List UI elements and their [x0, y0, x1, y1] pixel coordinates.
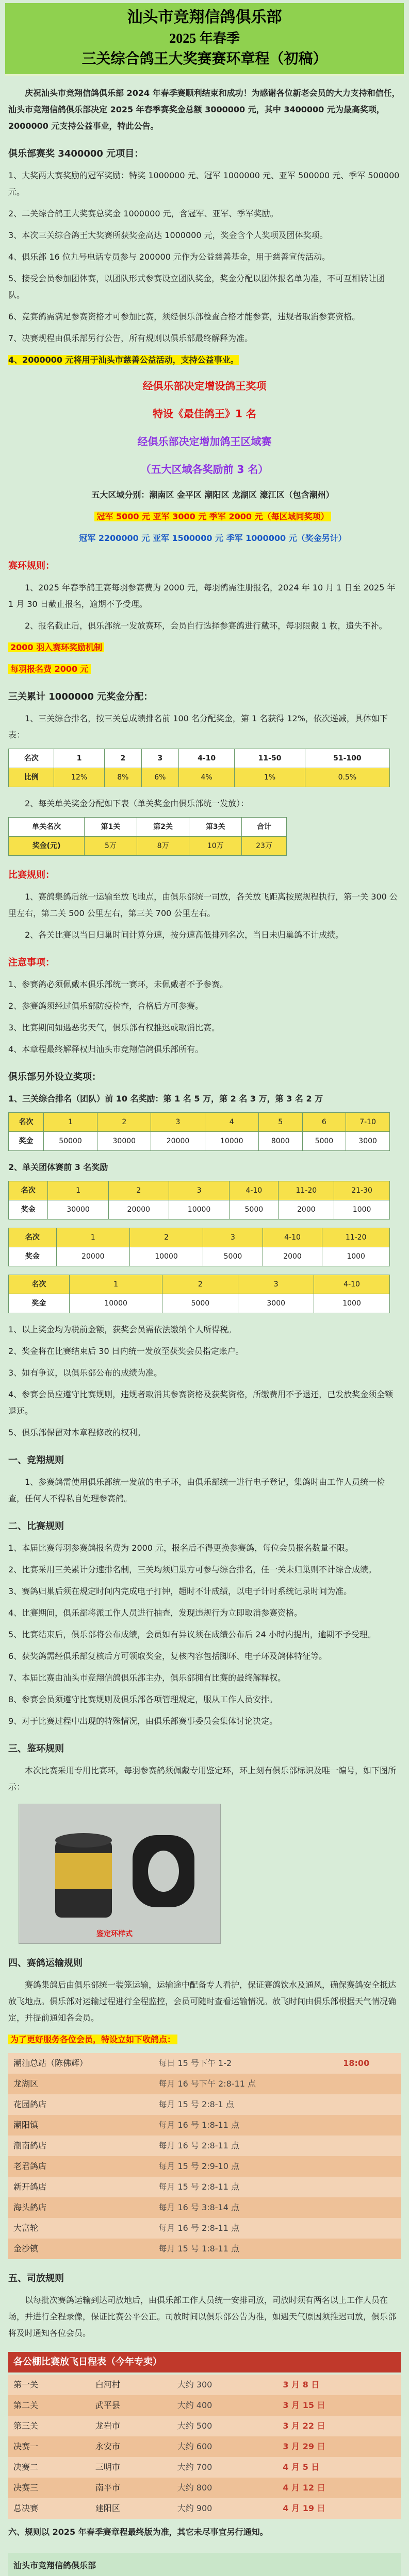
section-4-highlight: 为了更好服务各位会员，特设立如下收鸽点：: [8, 2035, 177, 2044]
table-row: [8, 2136, 401, 2156]
table-cell: 5: [258, 1113, 302, 1132]
table-row: [9, 1181, 390, 1200]
table-row: [8, 2436, 401, 2457]
table-cell: 大约 300: [172, 2375, 278, 2395]
table-cell: 每日 15 号下午 1-2: [153, 2053, 338, 2074]
award-item: 2、二关综合鸽王大奖赛总奖金 1000000 元，含冠军、亚军、季军奖励。: [8, 209, 279, 218]
table-cell: 21-30: [334, 1181, 390, 1200]
table-cell: 龙岩市: [90, 2416, 172, 2436]
table-row: [8, 2197, 401, 2218]
table-cell: 2: [108, 1181, 169, 1200]
table-cell: 潮汕总站（陈佛辉）: [8, 2053, 153, 2074]
table-row: [9, 1275, 390, 1294]
table-row: [9, 837, 287, 856]
table-cell: 20000: [108, 1200, 169, 1219]
table-row: [9, 1113, 390, 1132]
section-2-item: 1、本届比赛每羽参赛鸽报名费为 2000 元，报名后不得更换参赛鸽，每位会员报名数量不限。: [8, 1543, 354, 1553]
table-cell: 每月 15 号 2:8-1 点: [153, 2094, 338, 2115]
table-row: [8, 2177, 401, 2197]
table-cell: 决赛三: [8, 2478, 90, 2498]
region-prizes: [8, 509, 401, 525]
table-cell: 12%: [54, 768, 104, 787]
table-cell: 名次: [9, 1275, 70, 1294]
table-cell: 10000: [205, 1132, 258, 1151]
award-item: 7、决赛规程由俱乐部另行公告，所有规则以俱乐部最终解释为准。: [8, 333, 253, 343]
table-cell: 潮阳镇: [8, 2115, 153, 2136]
note-item: 3、比赛期间如遇恶劣天气，俱乐部有权推迟或取消比赛。: [8, 1023, 220, 1032]
table-cell: 3 月 22 日: [277, 2416, 401, 2436]
section-4-title: 四、赛鸽运输规则: [8, 1958, 83, 1969]
table-cell: 11-50: [235, 749, 305, 768]
table-cell: 大约 800: [172, 2478, 278, 2498]
banner-region: 经俱乐部决定增加鸽王区域赛: [137, 435, 272, 448]
prize-table-5: [8, 1228, 390, 1266]
table-cell: 新开鸽店: [8, 2177, 153, 2197]
photo-caption: 鉴定环样式: [96, 1930, 133, 1938]
reg-text: 1、2025 年春季鸽王赛每羽参赛费为 2000 元，每羽鸽需注册报名，2024 年 10 月 1 日至 2025 年 1 月 30 日截止报名，逾期不予受理。: [8, 583, 396, 609]
banner-add-award: 经俱乐部决定增设鸽王奖项: [142, 380, 267, 392]
note-item: 1、参赛鸽必须佩戴本俱乐部统一赛环，未佩戴者不予参赛。: [8, 979, 228, 989]
rules-text: 1、赛鸽集鸽后统一运输至放飞地点，由俱乐部统一司放，各关放飞距离按照规程执行，第一关 300 公里左右，第二关 500 公里左右，第三关 700 公里左右。: [8, 892, 398, 918]
table-cell: 4: [205, 1113, 258, 1132]
prize-rule: 3、如有争议，以俱乐部公布的成绩为准。: [8, 1368, 162, 1378]
table-row: [8, 2478, 401, 2498]
table-cell: 每月 16 号 3:8-14 点: [153, 2197, 338, 2218]
table-cell: 6%: [141, 768, 178, 787]
table-cell: 3 月 15 日: [277, 2395, 401, 2416]
ring-illustration: [19, 1804, 220, 1943]
table-cell: 4%: [178, 768, 235, 787]
table-cell: 1: [54, 749, 104, 768]
note-item: 4、本章程最终解释权归汕头市竞翔信鸽俱乐部所有。: [8, 1044, 204, 1054]
table-cell: 每月 16 号 2:8-11 点: [153, 2136, 338, 2156]
table-row: [8, 2395, 401, 2416]
intro-paragraph: 庆祝汕头市竞翔信鸽俱乐部 2024 年春季赛顺利结束和成功！为感谢各位新老会员的大力支持和信任，汕头市竞翔信鸽俱乐部决定 2025 年春季赛奖金总额 3000000 元，其中 3400000 元为最高奖项，2000000 元支持公益事业，特此公告。: [8, 88, 400, 131]
table-cell: 10万: [189, 837, 242, 856]
award-item: 3、本次三关综合鸽王大奖赛所获奖金高达 1000000 元，奖金含个人奖项及团体奖项。: [8, 230, 328, 240]
table-cell: 奖金: [9, 1294, 70, 1313]
table-cell: [338, 2218, 401, 2239]
table-cell: 第3关: [189, 818, 242, 837]
table-cell: 1%: [235, 768, 305, 787]
collection-schedule: [8, 2053, 401, 2259]
reward-title: 三关累计 1000000 元奖金分配：: [8, 691, 153, 702]
document-header: [5, 3, 404, 76]
race-schedule: [8, 2375, 401, 2519]
sub-list-item: 1、三关综合排名（团队）前 10 名奖励：第 1 名 5 万，第 2 名 3 万，第 3 名 2 万: [8, 1094, 323, 1104]
award-list: [8, 167, 401, 347]
table-cell: 5000: [162, 1294, 238, 1313]
table-cell: 总决赛: [8, 2498, 90, 2519]
table-cell: 11-20: [322, 1228, 390, 1247]
table-row: [8, 2375, 401, 2395]
final-note: 六、规则以 2025 年春季赛章程最终版为准，其它未尽事宜另行通知。: [8, 2527, 268, 2537]
table-cell: 30000: [48, 1200, 108, 1219]
table-cell: 永安市: [90, 2436, 172, 2457]
table-cell: 3: [151, 1113, 205, 1132]
table-cell: 奖金: [9, 1247, 57, 1266]
section-1-text: 1、参赛鸽需使用俱乐部统一发放的电子环，由俱乐部统一进行电子登记，集鸽时由工作人员统一检查，任何人不得私自处理参赛鸽。: [8, 1477, 385, 1503]
table-cell: 3000: [346, 1132, 390, 1151]
table-cell: 花园鸽店: [8, 2094, 153, 2115]
notice-highlight-2: 每羽报名费 2000 元: [8, 664, 91, 674]
table-cell: 三明市: [90, 2457, 172, 2478]
table-cell: 潮南鸽店: [8, 2136, 153, 2156]
table-cell: 第二关: [8, 2395, 90, 2416]
table-cell: 4-10: [178, 749, 235, 768]
table-cell: 11-20: [279, 1181, 334, 1200]
table-cell: [338, 2197, 401, 2218]
table-row: [8, 2218, 401, 2239]
section-1-title: 一、竞翔规则: [8, 1455, 64, 1466]
section-5-title: 五、司放规则: [8, 2273, 64, 2284]
table-cell: 3: [238, 1275, 314, 1294]
reward-text: 1、三关综合排名，按三关总成绩排名前 100 名分配奖金，第 1 名获得 12%，依次递减，具体如下表：: [8, 714, 388, 740]
section-2-item: 8、参赛会员须遵守比赛规则及俱乐部各项管理规定，服从工作人员安排。: [8, 1694, 278, 1704]
region-text: 五大区域分别：潮南区 金平区 潮阳区 龙湖区 濠江区（包含潮州）: [91, 490, 334, 500]
table-cell: 10000: [69, 1294, 162, 1313]
contact-block: [8, 2553, 401, 2576]
table-cell: 0.5%: [305, 768, 389, 787]
table-cell: 5万: [85, 837, 137, 856]
table-row: [8, 2239, 401, 2259]
table-cell: 大约 600: [172, 2436, 278, 2457]
table-cell: 4 月 12 日: [277, 2478, 401, 2498]
table-row: [9, 818, 287, 837]
table-cell: 南平市: [90, 2478, 172, 2498]
table-cell: 6: [302, 1113, 346, 1132]
season-title: 2025 年春季: [169, 31, 240, 46]
section-3-title: 三、鉴环规则: [8, 1743, 64, 1754]
table-cell: 4-10: [314, 1275, 390, 1294]
table-cell: 每月 15 号 1:8-11 点: [153, 2239, 338, 2259]
section-2-item: 9、对于比赛过程中出现的特殊情况，由俱乐部赛事委员会集体讨论决定。: [8, 1716, 278, 1726]
table-cell: 大富轮: [8, 2218, 153, 2239]
charity-highlight: 4、2000000 元将用于汕头市慈善公益活动，支持公益事业。: [8, 355, 239, 365]
table-cell: 奖金(元): [9, 837, 85, 856]
table-cell: 第三关: [8, 2416, 90, 2436]
table-cell: 海头鸽店: [8, 2197, 153, 2218]
table-cell: [338, 2074, 401, 2094]
table-cell: 3: [141, 749, 178, 768]
section-2-title: 二、比赛规则: [8, 1521, 64, 1532]
section-4-text: 赛鸽集鸽后由俱乐部统一装笼运输，运输途中配备专人看护，保证赛鸽饮水及通风，确保赛鸽安全抵达放飞地点。俱乐部对运输过程进行全程监控，会员可随时查看运输情况。放飞时间由俱乐部根据天气情况确定，并提前通知各会员。: [8, 1980, 397, 2023]
document: [5, 3, 404, 2576]
table-cell: 51-100: [305, 749, 389, 768]
table-cell: 2: [97, 1113, 151, 1132]
section-4-highlight-line: [8, 2031, 401, 2048]
table-cell: 决赛二: [8, 2457, 90, 2478]
prize-line: 冠军 2200000 元 亚军 1500000 元 季军 1000000 元（奖金另计）: [79, 533, 347, 543]
rules-title: 三关综合鸽王大奖赛赛环章程（初稿）: [81, 51, 328, 67]
table-cell: 3: [203, 1228, 263, 1247]
table-cell: 3 月 8 日: [277, 2375, 401, 2395]
table-cell: 7-10: [346, 1113, 390, 1132]
table-cell: 建阳区: [90, 2498, 172, 2519]
table-cell: 4 月 5 日: [277, 2457, 401, 2478]
table-cell: 2: [104, 749, 141, 768]
table-cell: 8000: [258, 1132, 302, 1151]
section-2-item: 5、比赛结束后，俱乐部将公布成绩，会员如有异议须在成绩公布后 24 小时内提出，逾期不予受理。: [8, 1630, 376, 1639]
table-cell: 白河村: [90, 2375, 172, 2395]
table-row: [9, 768, 390, 787]
table-cell: 武平县: [90, 2395, 172, 2416]
race-schedule-title: 各公棚比赛放飞日程表（今年专卖）: [8, 2352, 401, 2372]
table-row: [8, 2094, 401, 2115]
table-cell: 大约 400: [172, 2395, 278, 2416]
section-2-item: 7、本届比赛由汕头市竞翔信鸽俱乐部主办，俱乐部拥有比赛的最终解释权。: [8, 1673, 286, 1683]
table-row: [8, 2115, 401, 2136]
table-cell: 5000: [230, 1200, 279, 1219]
table2-text: 2、每关单关奖金分配如下表（单关奖金由俱乐部统一发放）：: [25, 799, 249, 808]
banner-region-count: （五大区域各奖励前 3 名）: [140, 463, 269, 476]
table-row: [8, 2457, 401, 2478]
table-cell: 名次: [9, 1181, 48, 1200]
table-cell: [338, 2177, 401, 2197]
table-cell: 名次: [9, 749, 54, 768]
reg-text-2: 2、报名截止后，俱乐部统一发放赛环，会员自行选择参赛鸽进行戴环，每羽限戴 1 枚，遗失不补。: [25, 621, 387, 631]
rules-title-2: 比赛规则：: [8, 870, 55, 880]
table-cell: 每月 15 号 2:8-11 点: [153, 2177, 338, 2197]
region-prize-highlight: 冠军 5000 元 亚军 3000 元 季军 2000 元（每区域同奖项）: [94, 512, 331, 521]
award-item: 1、大奖两大赛奖励的冠军奖励：特奖 1000000 元、冠军 1000000 元、亚军 500000 元、季军 500000 元。: [8, 171, 400, 197]
table-cell: 20000: [56, 1247, 129, 1266]
prize-table-3: [8, 1112, 390, 1151]
table-cell: 2: [162, 1275, 238, 1294]
table-cell: 3 月 29 日: [277, 2436, 401, 2457]
table-cell: 决赛一: [8, 2436, 90, 2457]
sub-list-item: 2、单关团体赛前 3 名奖励: [8, 1162, 108, 1172]
table-cell: 2000: [279, 1200, 334, 1219]
table-cell: 8万: [137, 837, 189, 856]
contact-club: 汕头市竞翔信鸽俱乐部: [13, 2561, 96, 2570]
table-cell: 10000: [129, 1247, 203, 1266]
table-row: [8, 2074, 401, 2094]
ring-photo: [19, 1804, 221, 1944]
table-cell: 1000: [322, 1247, 390, 1266]
table-cell: 每月 16 号 1:8-11 点: [153, 2115, 338, 2136]
notice-line: [8, 639, 401, 656]
table-cell: 3000: [238, 1294, 314, 1313]
table-cell: 合计: [242, 818, 287, 837]
prize-table-6: [8, 1275, 390, 1313]
reg-title: 赛环规则：: [8, 561, 55, 571]
table-cell: 比例: [9, 768, 54, 787]
table-cell: 每月 16 号下午 2:8-11 点: [153, 2074, 338, 2094]
table-cell: 5000: [203, 1247, 263, 1266]
table-cell: 每月 16 号 2:8-11 点: [153, 2218, 338, 2239]
table-cell: 1: [56, 1228, 129, 1247]
table-cell: 50000: [43, 1132, 97, 1151]
table-cell: [338, 2239, 401, 2259]
table-cell: 18:00: [338, 2053, 401, 2074]
table-cell: [338, 2094, 401, 2115]
banner-best-king: 特设《最佳鸽王》1 名: [153, 408, 256, 420]
table-cell: 大约 900: [172, 2498, 278, 2519]
notice-line-2: [8, 661, 401, 677]
document-body: [5, 76, 404, 2576]
table-row: [9, 1294, 390, 1313]
section-2-item: 4、比赛期间，俱乐部将派工作人员进行抽查，发现违规行为立即取消参赛资格。: [8, 1608, 303, 1618]
table-row: [8, 2498, 401, 2519]
table-cell: 4-10: [230, 1181, 279, 1200]
section-2-item: 2、比赛采用三关累计分速排名制，三关均须归巢方可参与综合排名，任一关未归巢则不计综合成绩。: [8, 1565, 377, 1574]
prize-table-4: [8, 1181, 390, 1219]
table-cell: 单关名次: [9, 818, 85, 837]
reward-table-1: [8, 749, 390, 787]
contact-address: [13, 2573, 396, 2576]
table-cell: 1: [43, 1113, 97, 1132]
rules-text-2: 2、各关比赛以当日归巢时间计算分速，按分速高低排列名次，当日未归巢鸽不计成绩。: [25, 930, 344, 940]
prize-rule: 2、奖金将在比赛结束后 30 日内统一发放至获奖会员指定账户。: [8, 1346, 244, 1356]
section-2-item: 3、赛鸽归巢后须在规定时间内完成电子打钟，超时不计成绩，以电子计时系统记录时间为准。: [8, 1586, 352, 1596]
table-cell: 8%: [104, 768, 141, 787]
table-cell: 第1关: [85, 818, 137, 837]
reward-table-2: [8, 817, 287, 856]
table-cell: 第一关: [8, 2375, 90, 2395]
prize-rule: 1、以上奖金均为税前金额，获奖会员需依法缴纳个人所得税。: [8, 1325, 237, 1334]
prize-rule: 4、参赛会员应遵守比赛规则，违规者取消其参赛资格及获奖资格，所缴费用不予退还，已发放奖金须全额退还。: [8, 1389, 394, 1416]
table-row: [9, 749, 390, 768]
section-3-text: 本次比赛采用专用比赛环，每羽参赛鸽须佩戴专用鉴定环，环上刻有俱乐部标识及唯一编号，如下图所示：: [8, 1766, 397, 1792]
table-cell: 2: [129, 1228, 203, 1247]
table-cell: 奖金: [9, 1200, 48, 1219]
table-cell: 龙湖区: [8, 2074, 153, 2094]
table-cell: 1000: [314, 1294, 390, 1313]
table-cell: 老君鸽店: [8, 2156, 153, 2177]
notice-highlight: 2000 羽入赛环奖励机制: [8, 642, 104, 652]
table-row: [8, 2053, 401, 2074]
table-cell: 2000: [263, 1247, 322, 1266]
table-cell: 20000: [151, 1132, 205, 1151]
table-cell: 第2关: [137, 818, 189, 837]
table-cell: [338, 2156, 401, 2177]
charity-line: [8, 352, 401, 368]
table-cell: 3: [169, 1181, 229, 1200]
table-cell: [338, 2136, 401, 2156]
table-cell: 名次: [9, 1113, 44, 1132]
table-cell: 大约 500: [172, 2416, 278, 2436]
table-cell: 每月 15 号 2:9-10 点: [153, 2156, 338, 2177]
table-cell: 5000: [302, 1132, 346, 1151]
notes-title: 注意事项：: [8, 957, 55, 968]
table-cell: 4-10: [263, 1228, 322, 1247]
table-cell: 1000: [334, 1200, 390, 1219]
note-item: 2、参赛鸽须经过俱乐部防疫检查，合格后方可参赛。: [8, 1001, 204, 1011]
table-cell: 30000: [97, 1132, 151, 1151]
table-row: [9, 1247, 390, 1266]
table-cell: 1: [48, 1181, 108, 1200]
table-cell: 23万: [242, 837, 287, 856]
table-cell: [338, 2115, 401, 2136]
award-item: 6、竞赛鸽需满足参赛资格才可参加比赛，须经俱乐部检查合格才能参赛，违规者取消参赛资格。: [8, 312, 361, 321]
award-title: 俱乐部赛奖 3400000 元项目：: [8, 148, 144, 159]
table-row: [9, 1200, 390, 1219]
table-row: [9, 1228, 390, 1247]
award-item: 4、俱乐部 16 位九号电话专员参与 200000 元作为公益慈善基金，用于慈善宣传活动。: [8, 252, 330, 262]
club-title: 汕头市竞翔信鸽俱乐部: [127, 9, 282, 26]
table-cell: 1: [69, 1275, 162, 1294]
section-5-text: 以每批次赛鸽运输到达司放地后，由俱乐部工作人员统一安排司放，司放时须有两名以上工作人员在场，并进行全程录像，保证比赛公平公正。司放时间以俱乐部公告为准，如遇天气原因须推迟司放，俱乐部将及时通知各位会员。: [8, 2295, 397, 2338]
table-row: [9, 1132, 390, 1151]
table-cell: 奖金: [9, 1132, 44, 1151]
table-cell: 金沙镇: [8, 2239, 153, 2259]
award-item: 5、接受会员参加团体赛，以团队形式参赛设立团队奖金，奖金分配以团体报名单为准，不可互相转让团队。: [8, 274, 385, 300]
table-row: [8, 2416, 401, 2436]
table-cell: 4 月 19 日: [277, 2498, 401, 2519]
table-row: [8, 2156, 401, 2177]
table-cell: 10000: [169, 1200, 229, 1219]
sub-title: 俱乐部另外设立奖项：: [8, 1072, 101, 1082]
table-cell: 名次: [9, 1228, 57, 1247]
table-cell: 大约 700: [172, 2457, 278, 2478]
prize-rule: 5、俱乐部保留对本章程修改的权利。: [8, 1428, 146, 1437]
section-2-item: 6、获奖鸽需经俱乐部复核后方可领取奖金，复核内容包括脚环、电子环及鸽体特征等。: [8, 1651, 328, 1661]
